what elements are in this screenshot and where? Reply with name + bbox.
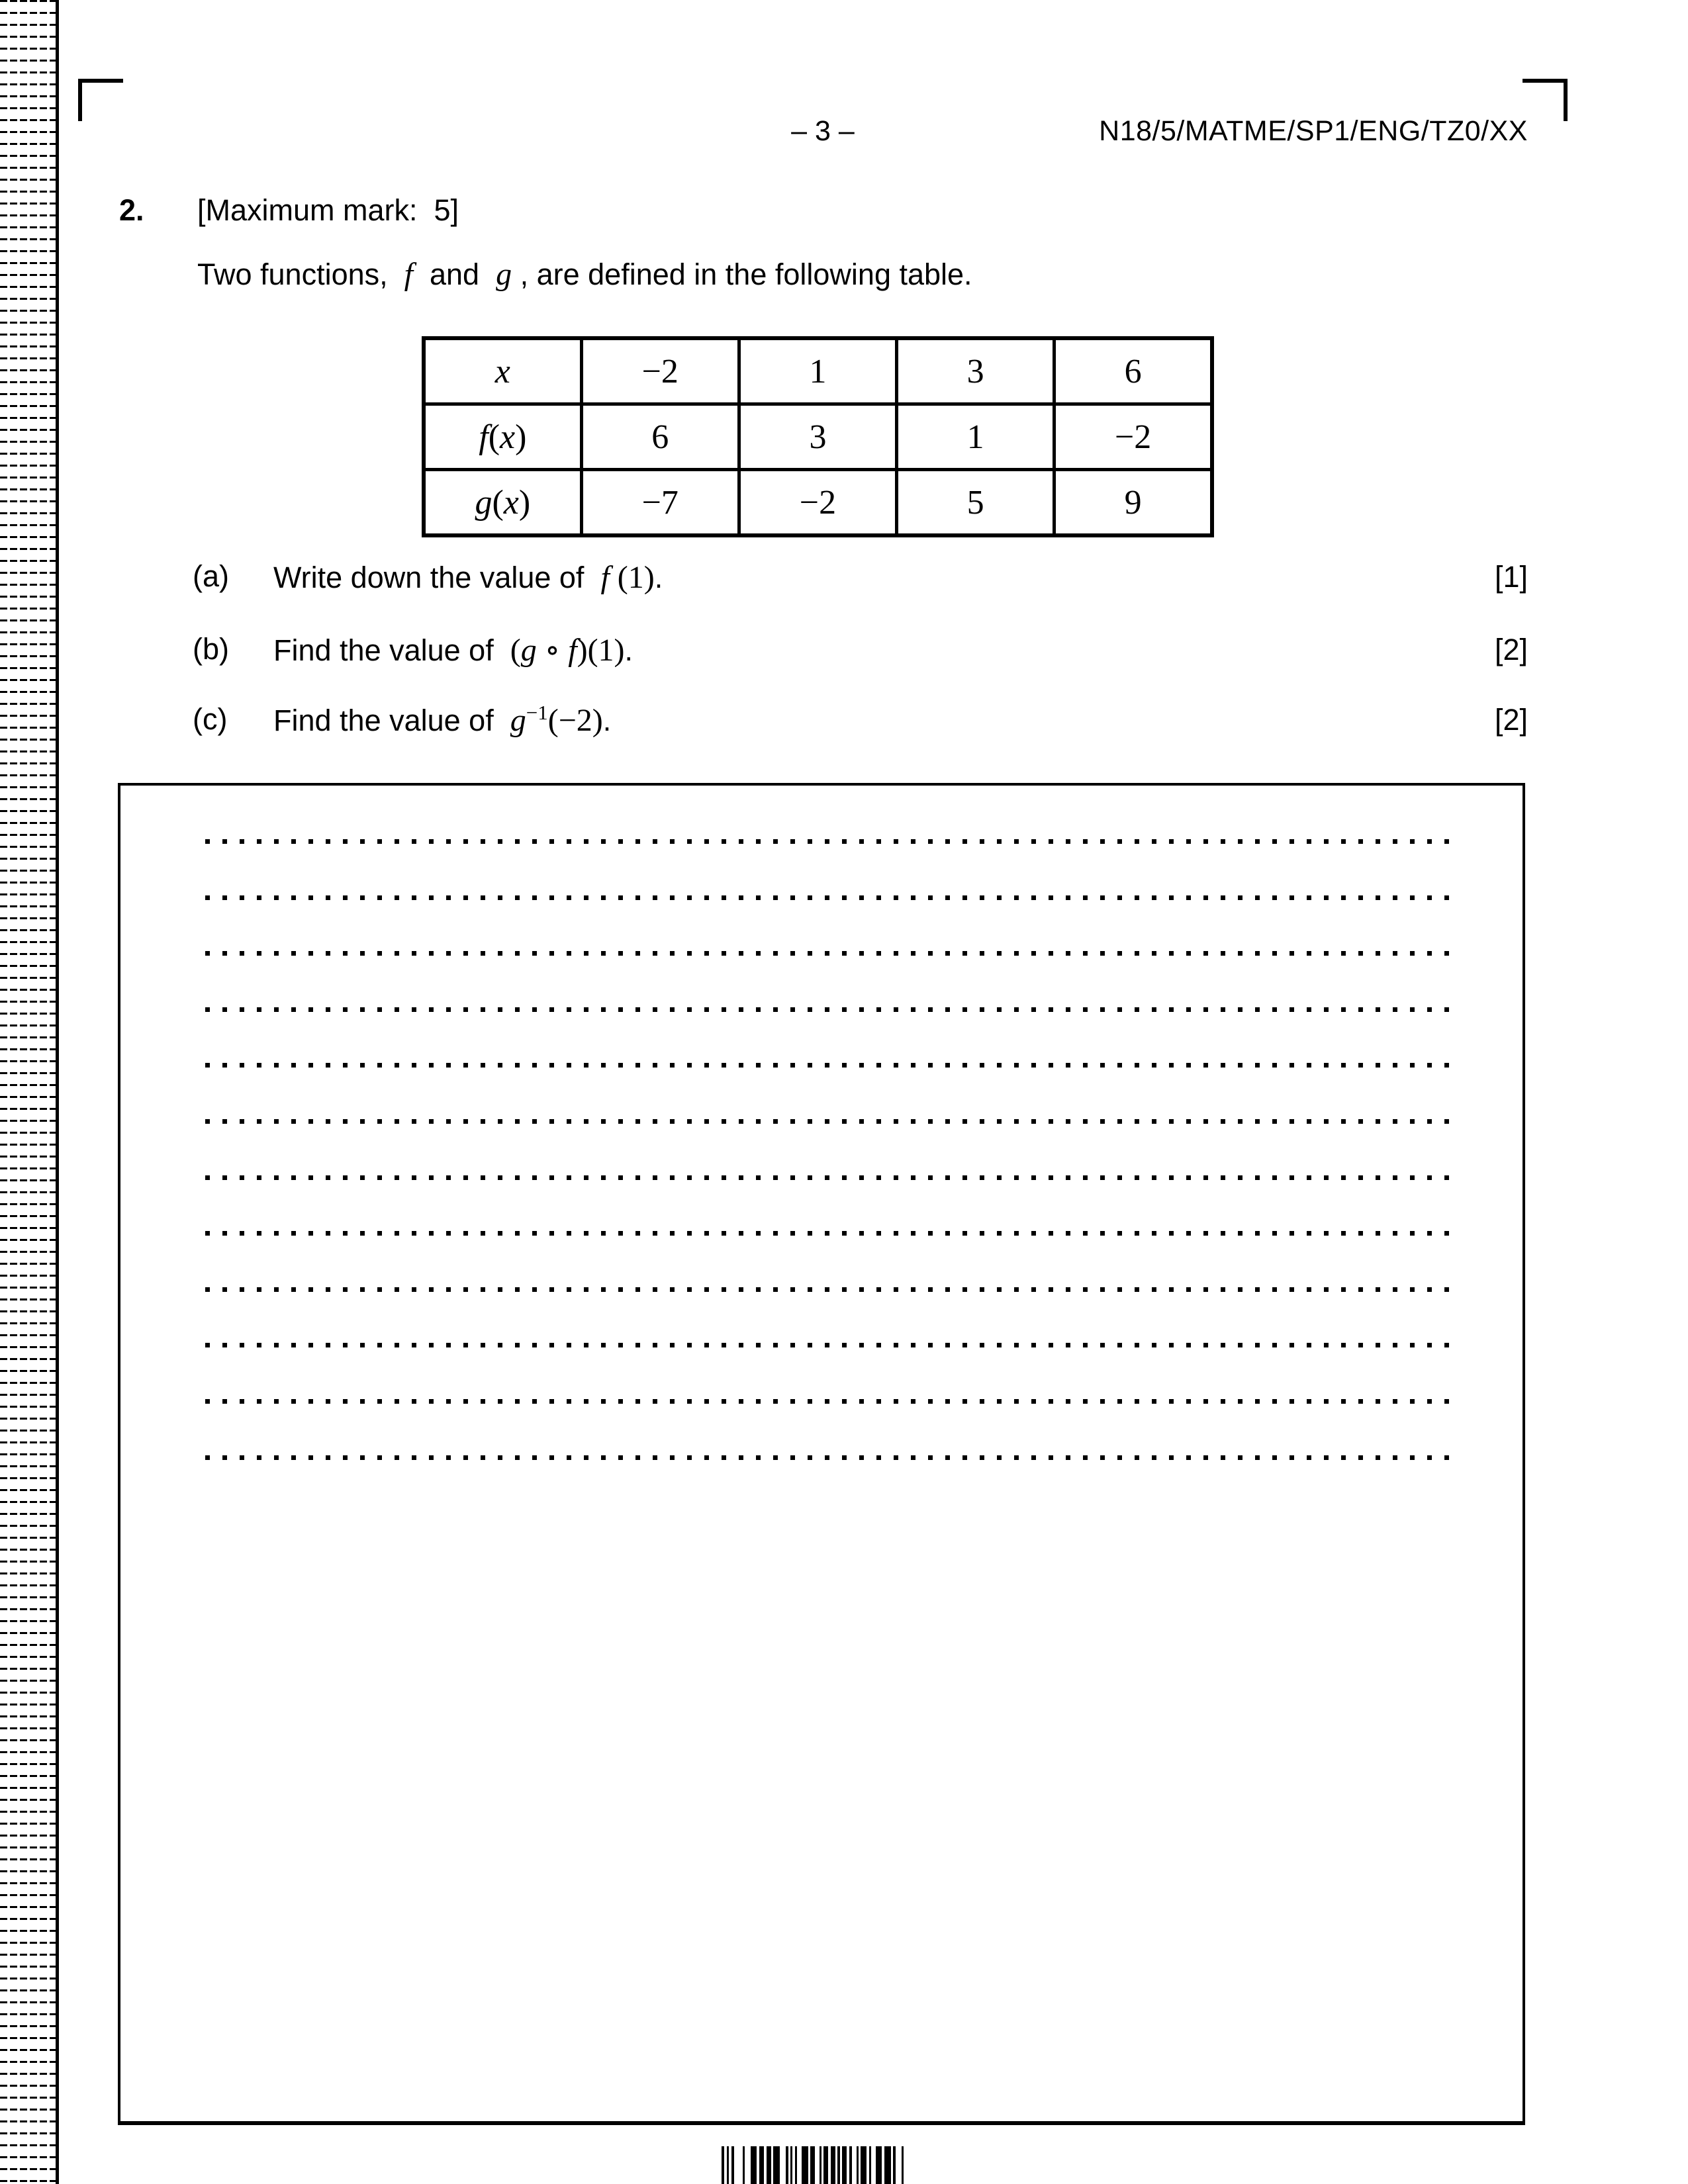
barcode-bar [751,2146,757,2184]
table-row-g [424,470,1212,536]
text-run: f [479,418,489,456]
answer-dotted-line [205,1063,1449,1068]
barcode-bar [831,2146,835,2184]
text-run: ∘ [536,633,569,668]
text-run: f [600,560,610,595]
table-cell: 5 [897,470,1055,536]
text-run: g [510,703,526,738]
text-run: −1 [526,701,548,724]
part-letter: (a) [193,559,229,593]
text-run: Find the value of [273,633,510,667]
text-run: ( [492,483,504,522]
table-cell: −2 [1055,404,1212,470]
table-row-f [424,404,1212,470]
text-run: (1) [609,560,655,595]
barcode-bar [802,2146,808,2184]
row-label-f [424,404,581,470]
crop-mark-top-left [78,79,123,121]
answer-dotted-line [205,1119,1449,1124]
answer-dotted-line [205,1175,1449,1180]
answer-dotted-line [205,1343,1449,1347]
answer-dotted-line [205,951,1449,956]
part-letter: (c) [193,702,228,736]
text-run: ( [488,418,500,456]
text-run: ( [510,633,521,668]
barcode-gap [780,2146,786,2184]
text-run: . [602,704,612,737]
crop-mark-top-right [1523,79,1568,121]
barcode-gap [852,2146,857,2184]
question-part-b [193,633,633,668]
text-run: f [568,633,577,668]
answer-dotted-line [205,895,1449,900]
barcode-gap [734,2146,743,2184]
question-part-a [193,560,663,596]
barcode-bar [876,2146,882,2184]
question-number: 2. [119,193,144,227]
text-run: Find the value of [273,704,510,737]
row-label-x [424,338,581,404]
binding-edge-hatching [0,0,56,2184]
max-mark-label: [Maximum mark: 5] [197,193,459,227]
answer-box [118,783,1525,2125]
function-values-table [422,336,1214,537]
text-run: and [413,257,496,291]
text-run: g [496,257,512,292]
barcode-gap [797,2146,802,2184]
barcode-gap [815,2146,820,2184]
barcode-gap [896,2146,902,2184]
text-run: Two functions, [197,257,404,291]
part-text [273,560,663,596]
answer-dotted-line [205,839,1449,844]
answer-dotted-line [205,1231,1449,1236]
table-cell: 1 [739,338,896,404]
answer-dotted-line [205,1287,1449,1292]
marks-part-c: [2] [1494,703,1528,737]
question-intro [197,257,972,293]
table-cell: 9 [1055,470,1212,536]
answer-dotted-line [205,1455,1449,1460]
barcode-bar [842,2146,847,2184]
answer-dotted-line [205,1399,1449,1404]
table-cell: −2 [739,470,896,536]
text-run: . [624,633,633,667]
marks-part-a: [1] [1494,560,1528,594]
barcode-bar [759,2146,764,2184]
table-cell: 3 [897,338,1055,404]
barcode-gap [745,2146,751,2184]
text-run: g [520,633,537,668]
text-run: , are defined in the following table. [512,257,972,291]
barcode-bar [823,2146,828,2184]
table-cell: −2 [581,338,739,404]
barcode-bar [810,2146,815,2184]
barcode-bar [861,2146,867,2184]
text-run: . [654,561,663,594]
table-cell: 1 [897,404,1055,470]
text-run: )(1) [577,633,625,668]
answer-dotted-line [205,1007,1449,1012]
part-text [273,633,633,668]
table-cell: −7 [581,470,739,536]
barcode-bar [773,2146,780,2184]
binding-edge-line [56,0,59,2184]
table-row-x [424,338,1212,404]
text-run: ) [518,483,531,522]
text-run: x [503,483,519,522]
text-run: Write down the value of [273,561,601,594]
table-cell: 3 [739,404,896,470]
barcode-gap [904,2146,908,2184]
text-run: x [500,418,516,456]
text-run: f [404,257,413,292]
table-cell: 6 [1055,338,1212,404]
barcode-bar [767,2146,771,2184]
text-run: g [475,483,492,522]
page-number: – 3 – [791,115,855,147]
part-letter: (b) [193,632,229,666]
part-text [273,703,611,739]
marks-part-b: [2] [1494,633,1528,666]
table-cell: 6 [581,404,739,470]
text-run: x [494,352,510,390]
barcode-bar [884,2146,891,2184]
row-label-g [424,470,581,536]
question-part-c [193,703,611,739]
text-run: (−2) [547,703,603,738]
barcode [722,2146,922,2184]
paper-reference-code: N18/5/MATME/SP1/ENG/TZ0/XX [1099,115,1528,147]
barcode-gap [871,2146,876,2184]
text-run: ) [515,418,527,456]
